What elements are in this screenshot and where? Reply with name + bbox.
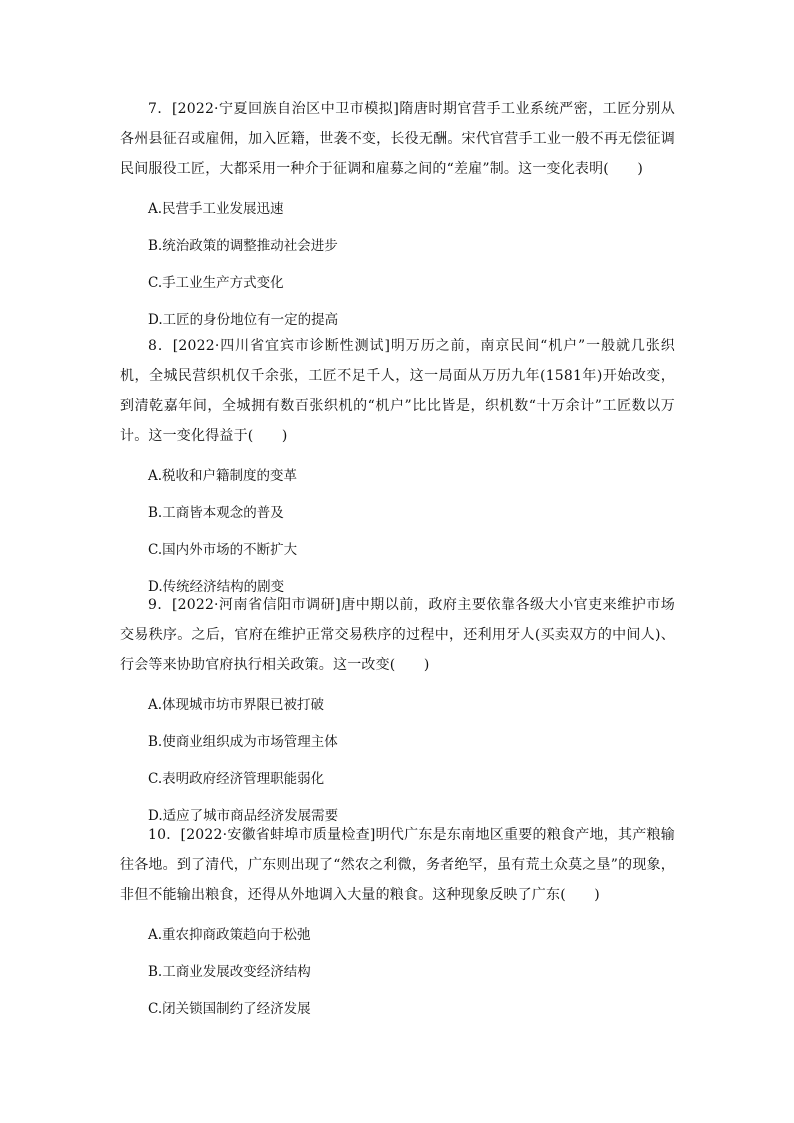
option-a: A.重农抑商政策趋向于松弛 — [148, 926, 311, 943]
option-a: A.税收和户籍制度的变革 — [148, 467, 298, 484]
option-c: C.闭关锁国制约了经济发展 — [148, 1000, 311, 1017]
option-d: D.传统经济结构的剧变 — [148, 578, 285, 595]
option-b: B.工商业发展改变经济结构 — [148, 963, 311, 980]
question-7 — [120, 94, 675, 338]
question-stem: 7．[2022·宁夏回族自治区中卫市模拟]隋唐时期官营手工业系统严密，工匠分别从各州县征召或雇佣，加入匠籍，世袭不变，长役无酬。宋代官营手工业一般不再无偿征调民间服役工匠，大都采用一种介于征调和雇募之间的“差雇”制。这一变化表明( ) — [120, 101, 675, 177]
question-stem: 8．[2022·四川省宜宾市诊断性测试]明万历之前，南京民间“机户”一般就几张织机，全城民营织机仅千余张，工匠不足千人，这一局面从万历九年(1581年)开始改变，到清乾嘉年间，全城拥有数百张织机的“机户”比比皆是，织机数“十万余计”工匠数以万计。这一变化得益于( ) — [120, 338, 675, 444]
option-a: A.体现城市坊市界限已被打破 — [148, 696, 325, 713]
option-b: B.统治政策的调整推动社会进步 — [148, 237, 338, 254]
question-8 — [120, 331, 675, 605]
option-d: D.工匠的身份地位有一定的提高 — [148, 311, 339, 328]
option-b: B.工商皆本观念的普及 — [148, 504, 284, 521]
option-b: B.使商业组织成为市场管理主体 — [148, 733, 338, 750]
question-stem: 9．[2022·河南省信阳市调研]唐中期以前，政府主要依靠各级大小官吏来维护市场交易秩序。之后，官府在维护正常交易秩序的过程中，还利用牙人(买卖双方的中间人)、行会等来协助官府执行相关政策。这一改变( ) — [120, 597, 675, 673]
question-stem: 10．[2022·安徽省蚌埠市质量检查]明代广东是东南地区重要的粮食产地，其产粮输往各地。到了清代，广东则出现了“然农之利微，务者绝罕，虽有荒土众莫之垦”的现象，非但不能输出粮食，还得从外地调入大量的粮食。这种现象反映了广东( ) — [120, 827, 675, 903]
option-c: C.手工业生产方式变化 — [148, 274, 284, 291]
option-a: A.民营手工业发展迅速 — [148, 200, 284, 217]
option-c: C.国内外市场的不断扩大 — [148, 541, 298, 558]
option-d: D.适应了城市商品经济发展需要 — [148, 807, 339, 824]
question-10 — [120, 820, 675, 1027]
option-c: C.表明政府经济管理职能弱化 — [148, 770, 325, 787]
question-9 — [120, 590, 675, 834]
